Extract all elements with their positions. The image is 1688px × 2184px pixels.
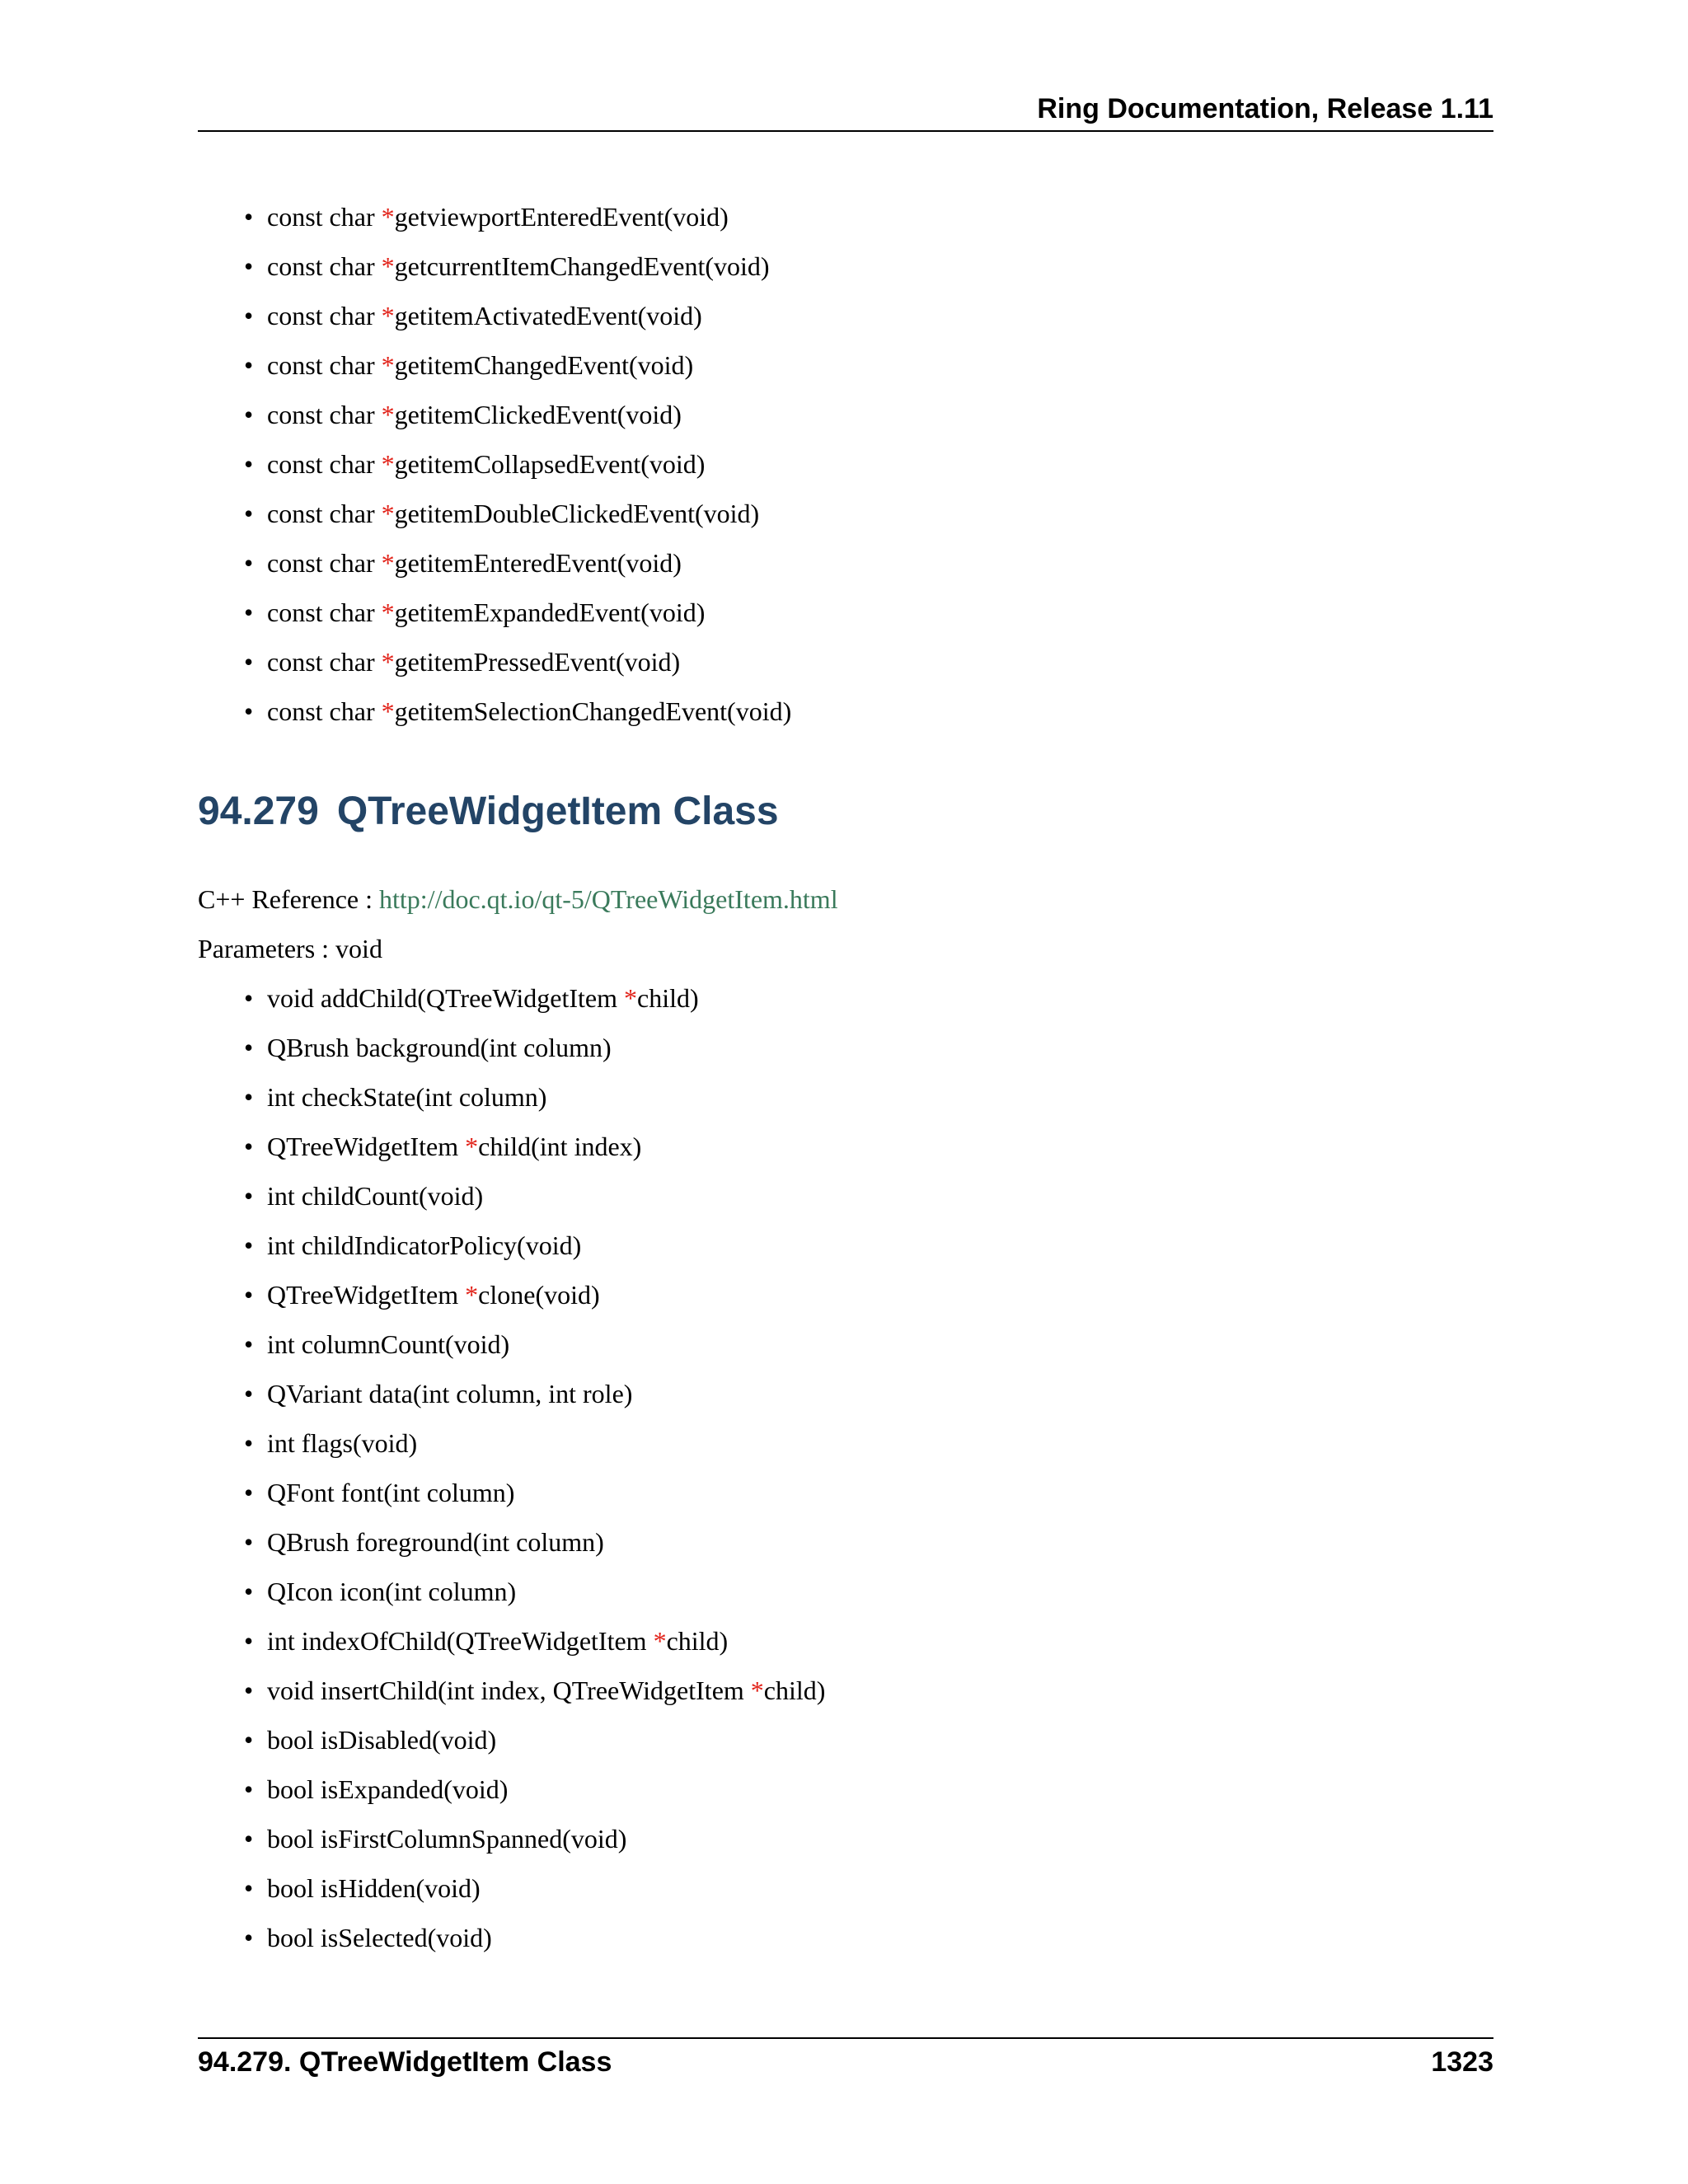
item-text-rest: getitemChangedEvent(void) [394, 350, 694, 380]
bullet-icon: • [244, 1527, 254, 1557]
page-header [198, 92, 1493, 132]
page-number: 1323 [1431, 2046, 1493, 2078]
bullet-icon: • [244, 400, 254, 429]
item-text: QTreeWidgetItem [267, 1132, 466, 1161]
item-text: const char [267, 202, 382, 232]
list-item [244, 1122, 825, 1171]
bullet-icon: • [244, 696, 254, 726]
pointer-asterisk: * [465, 1280, 479, 1310]
list-item [244, 340, 791, 390]
list-item [244, 973, 825, 1023]
bullet-icon: • [244, 1428, 254, 1458]
reference-link[interactable]: http://doc.qt.io/qt-5/QTreeWidgetItem.html [379, 884, 838, 914]
list-item [244, 1517, 825, 1567]
bullet-icon: • [244, 1626, 254, 1656]
list-item [244, 192, 791, 241]
list-item [244, 439, 791, 489]
list-item [244, 1221, 825, 1270]
list-item [244, 1418, 825, 1468]
item-text: const char [267, 350, 382, 380]
bullet-icon: • [244, 449, 254, 479]
bullet-icon: • [244, 1033, 254, 1062]
pointer-asterisk: * [750, 1675, 764, 1705]
item-text: const char [267, 499, 382, 528]
bullet-icon: • [244, 1725, 254, 1755]
item-text: QBrush foreground(int column) [267, 1527, 604, 1557]
item-text: bool isHidden(void) [267, 1873, 481, 1903]
item-text: QBrush background(int column) [267, 1033, 612, 1062]
bullet-icon: • [244, 983, 254, 1013]
methods-list [244, 973, 825, 1962]
item-text: bool isExpanded(void) [267, 1774, 509, 1804]
item-text: int childIndicatorPolicy(void) [267, 1230, 582, 1260]
item-text: QVariant data(int column, int role) [267, 1379, 633, 1408]
pointer-asterisk: * [381, 301, 395, 330]
item-text: int checkState(int column) [267, 1082, 547, 1112]
item-text: const char [267, 301, 382, 330]
bullet-icon: • [244, 1329, 254, 1359]
pointer-asterisk: * [381, 499, 395, 528]
pointer-asterisk: * [381, 400, 395, 429]
item-text-rest: child) [637, 983, 699, 1013]
list-item [244, 1567, 825, 1616]
item-text: QFont font(int column) [267, 1478, 515, 1507]
bullet-icon: • [244, 202, 254, 232]
list-item [244, 1468, 825, 1517]
item-text-rest: child) [666, 1626, 729, 1656]
item-text: bool isFirstColumnSpanned(void) [267, 1824, 627, 1854]
item-text: int flags(void) [267, 1428, 418, 1458]
events-list [244, 192, 791, 736]
item-text-rest: child(int index) [478, 1132, 642, 1161]
list-item [244, 1863, 825, 1913]
item-text: const char [267, 548, 382, 578]
item-text: void insertChild(int index, QTreeWidgetItem [267, 1675, 751, 1705]
bullet-icon: • [244, 1774, 254, 1804]
pointer-asterisk: * [381, 696, 395, 726]
item-text-rest: getitemEnteredEvent(void) [394, 548, 682, 578]
document-title: Ring Documentation, Release 1.11 [1037, 93, 1493, 124]
item-text-rest: getitemActivatedEvent(void) [394, 301, 702, 330]
list-item [244, 1319, 825, 1369]
item-text-rest: getviewportEnteredEvent(void) [394, 202, 729, 232]
pointer-asterisk: * [624, 983, 638, 1013]
list-item [244, 1369, 825, 1418]
item-text-rest: getitemPressedEvent(void) [394, 647, 681, 677]
list-item [244, 1270, 825, 1319]
bullet-icon: • [244, 647, 254, 677]
list-item [244, 1171, 825, 1221]
item-text-rest: getcurrentItemChangedEvent(void) [394, 251, 770, 281]
list-item [244, 538, 791, 588]
list-item [244, 637, 791, 687]
pointer-asterisk: * [381, 350, 395, 380]
item-text: const char [267, 598, 382, 627]
parameters-line: Parameters : void [198, 934, 382, 963]
bullet-icon: • [244, 499, 254, 528]
item-text: int childCount(void) [267, 1181, 484, 1211]
bullet-icon: • [244, 1577, 254, 1606]
list-item [244, 1023, 825, 1072]
item-text: const char [267, 400, 382, 429]
pointer-asterisk: * [381, 598, 395, 627]
item-text: int columnCount(void) [267, 1329, 510, 1359]
list-item [244, 1814, 825, 1863]
list-item [244, 241, 791, 291]
list-item [244, 1666, 825, 1715]
list-item [244, 291, 791, 340]
item-text-rest: getitemSelectionChangedEvent(void) [394, 696, 792, 726]
item-text: const char [267, 647, 382, 677]
bullet-icon: • [244, 1923, 254, 1952]
item-text: const char [267, 449, 382, 479]
item-text-rest: clone(void) [478, 1280, 600, 1310]
bullet-icon: • [244, 1280, 254, 1310]
cpp-reference-line [198, 874, 838, 924]
section-number: 94.279 [198, 790, 319, 833]
item-text: bool isDisabled(void) [267, 1725, 497, 1755]
item-text-rest: getitemCollapsedEvent(void) [394, 449, 706, 479]
list-item [244, 1072, 825, 1122]
pointer-asterisk: * [381, 548, 395, 578]
footer-section-label: 94.279. QTreeWidgetItem Class [198, 2046, 612, 2078]
item-text: QIcon icon(int column) [267, 1577, 517, 1606]
item-text: void addChild(QTreeWidgetItem [267, 983, 625, 1013]
item-text-rest: getitemExpandedEvent(void) [394, 598, 706, 627]
section-heading [198, 787, 779, 837]
list-item [244, 390, 791, 439]
item-text-rest: getitemDoubleClickedEvent(void) [394, 499, 760, 528]
item-text-rest: child) [763, 1675, 826, 1705]
list-item [244, 1913, 825, 1962]
bullet-icon: • [244, 251, 254, 281]
bullet-icon: • [244, 598, 254, 627]
section-title: QTreeWidgetItem Class [336, 790, 779, 833]
pointer-asterisk: * [381, 449, 395, 479]
list-item [244, 1616, 825, 1666]
item-text: const char [267, 696, 382, 726]
bullet-icon: • [244, 1478, 254, 1507]
bullet-icon: • [244, 1082, 254, 1112]
pointer-asterisk: * [653, 1626, 667, 1656]
item-text: QTreeWidgetItem [267, 1280, 466, 1310]
pointer-asterisk: * [381, 647, 395, 677]
item-text-rest: getitemClickedEvent(void) [394, 400, 682, 429]
bullet-icon: • [244, 1873, 254, 1903]
bullet-icon: • [244, 1181, 254, 1211]
item-text: bool isSelected(void) [267, 1923, 492, 1952]
bullet-icon: • [244, 1230, 254, 1260]
pointer-asterisk: * [381, 251, 395, 281]
list-item [244, 1765, 825, 1814]
page-footer [198, 2037, 1493, 2088]
pointer-asterisk: * [465, 1132, 479, 1161]
list-item [244, 489, 791, 538]
item-text: int indexOfChild(QTreeWidgetItem [267, 1626, 654, 1656]
reference-label: C++ Reference : [198, 884, 379, 914]
bullet-icon: • [244, 548, 254, 578]
bullet-icon: • [244, 1379, 254, 1408]
bullet-icon: • [244, 1675, 254, 1705]
bullet-icon: • [244, 1824, 254, 1854]
bullet-icon: • [244, 350, 254, 380]
bullet-icon: • [244, 301, 254, 330]
list-item [244, 588, 791, 637]
item-text: const char [267, 251, 382, 281]
list-item [244, 687, 791, 736]
bullet-icon: • [244, 1132, 254, 1161]
pointer-asterisk: * [381, 202, 395, 232]
list-item [244, 1715, 825, 1765]
